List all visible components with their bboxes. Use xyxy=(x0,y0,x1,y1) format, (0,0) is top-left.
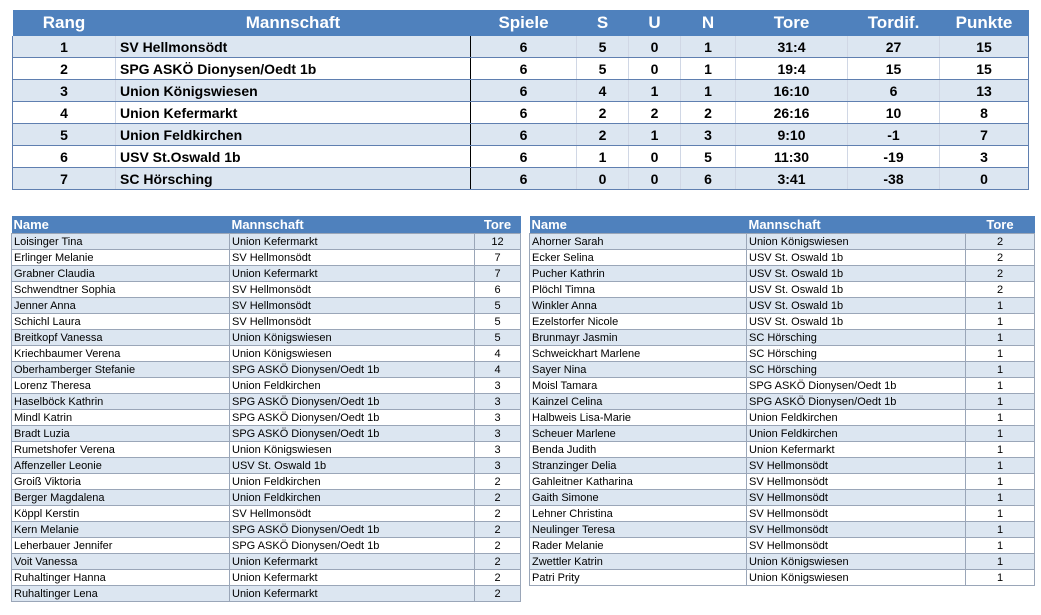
scorer-name: Neulinger Teresa xyxy=(530,522,747,538)
scorer-row xyxy=(530,410,1035,426)
scorer-goals: 1 xyxy=(966,298,1035,314)
scorer-goals: 3 xyxy=(475,410,521,426)
rank-cell: 7 xyxy=(13,168,116,190)
scorer-goals: 1 xyxy=(966,426,1035,442)
header-points: Punkte xyxy=(940,10,1029,36)
scorer-goals: 5 xyxy=(475,314,521,330)
scorers-right-header-goals: Tore xyxy=(966,216,1035,234)
goals-cell: 26:16 xyxy=(736,102,848,124)
scorer-name: Breitkopf Vanessa xyxy=(12,330,230,346)
scorer-goals: 6 xyxy=(475,282,521,298)
scorer-row xyxy=(530,250,1035,266)
scorer-row xyxy=(12,474,521,490)
scorer-name: Oberhamberger Stefanie xyxy=(12,362,230,378)
scorer-goals: 2 xyxy=(475,506,521,522)
games-cell: 6 xyxy=(471,102,577,124)
header-draws: U xyxy=(629,10,681,36)
scorer-goals: 3 xyxy=(475,442,521,458)
scorer-row xyxy=(12,522,521,538)
scorer-name: Schichl Laura xyxy=(12,314,230,330)
scorer-goals: 1 xyxy=(966,570,1035,586)
scorer-name: Halbweis Lisa-Marie xyxy=(530,410,747,426)
scorer-team: USV St. Oswald 1b xyxy=(747,250,966,266)
scorers-table-right xyxy=(529,216,1035,586)
scorer-goals: 7 xyxy=(475,250,521,266)
team-cell: SC Hörsching xyxy=(116,168,471,190)
scorer-name: Patri Prity xyxy=(530,570,747,586)
scorer-row xyxy=(530,426,1035,442)
scorer-row xyxy=(530,362,1035,378)
scorer-name: Bradt Luzia xyxy=(12,426,230,442)
scorer-goals: 2 xyxy=(475,490,521,506)
header-rank: Rang xyxy=(13,10,116,36)
scorer-row xyxy=(12,426,521,442)
draws-cell: 2 xyxy=(629,102,681,124)
scorer-row xyxy=(530,346,1035,362)
points-cell: 7 xyxy=(940,124,1029,146)
scorer-goals: 1 xyxy=(966,346,1035,362)
scorer-name: Erlinger Melanie xyxy=(12,250,230,266)
goals-cell: 19:4 xyxy=(736,58,848,80)
standings-table xyxy=(12,10,1029,190)
scorer-team: USV St. Oswald 1b xyxy=(747,266,966,282)
wins-cell: 4 xyxy=(577,80,629,102)
scorer-goals: 2 xyxy=(475,554,521,570)
scorer-team: SV Hellmonsödt xyxy=(747,538,966,554)
scorer-row xyxy=(12,394,521,410)
scorer-name: Gaith Simone xyxy=(530,490,747,506)
goal-diff-cell: 10 xyxy=(848,102,940,124)
scorer-goals: 1 xyxy=(966,490,1035,506)
scorer-name: Lehner Christina xyxy=(530,506,747,522)
losses-cell: 5 xyxy=(681,146,736,168)
scorer-row xyxy=(12,570,521,586)
scorer-row xyxy=(530,458,1035,474)
scorer-goals: 1 xyxy=(966,378,1035,394)
rank-cell: 5 xyxy=(13,124,116,146)
scorer-team: SV Hellmonsödt xyxy=(230,250,475,266)
draws-cell: 0 xyxy=(629,36,681,58)
points-cell: 8 xyxy=(940,102,1029,124)
scorer-team: SV Hellmonsödt xyxy=(230,506,475,522)
scorer-name: Stranzinger Delia xyxy=(530,458,747,474)
scorer-goals: 1 xyxy=(966,458,1035,474)
scorer-name: Ezelstorfer Nicole xyxy=(530,314,747,330)
scorer-name: Mindl Katrin xyxy=(12,410,230,426)
rank-cell: 1 xyxy=(13,36,116,58)
standings-row xyxy=(13,124,1029,146)
scorer-row xyxy=(530,266,1035,282)
scorer-name: Sayer Nina xyxy=(530,362,747,378)
games-cell: 6 xyxy=(471,80,577,102)
scorer-team: SV Hellmonsödt xyxy=(747,458,966,474)
scorer-goals: 1 xyxy=(966,394,1035,410)
header-losses: N xyxy=(681,10,736,36)
header-games: Spiele xyxy=(471,10,577,36)
scorer-team: Union Königswiesen xyxy=(230,442,475,458)
scorer-goals: 3 xyxy=(475,378,521,394)
scorer-goals: 1 xyxy=(966,506,1035,522)
scorer-team: Union Feldkirchen xyxy=(747,426,966,442)
points-cell: 3 xyxy=(940,146,1029,168)
scorer-name: Kainzel Celina xyxy=(530,394,747,410)
scorer-row xyxy=(530,298,1035,314)
scorer-name: Kriechbaumer Verena xyxy=(12,346,230,362)
scorer-row xyxy=(12,378,521,394)
games-cell: 6 xyxy=(471,36,577,58)
scorer-goals: 2 xyxy=(475,474,521,490)
draws-cell: 1 xyxy=(629,124,681,146)
goal-diff-cell: 15 xyxy=(848,58,940,80)
scorer-row xyxy=(530,442,1035,458)
scorer-name: Rader Melanie xyxy=(530,538,747,554)
goals-cell: 11:30 xyxy=(736,146,848,168)
scorer-row xyxy=(12,506,521,522)
scorer-team: SPG ASKÖ Dionysen/Oedt 1b xyxy=(230,522,475,538)
scorer-name: Köppl Kerstin xyxy=(12,506,230,522)
scorer-team: SPG ASKÖ Dionysen/Oedt 1b xyxy=(747,394,966,410)
scorer-row xyxy=(12,554,521,570)
scorer-row xyxy=(12,442,521,458)
rank-cell: 2 xyxy=(13,58,116,80)
scorer-goals: 2 xyxy=(966,282,1035,298)
scorer-name: Grabner Claudia xyxy=(12,266,230,282)
scorer-goals: 4 xyxy=(475,362,521,378)
goals-cell: 31:4 xyxy=(736,36,848,58)
scorer-team: SV Hellmonsödt xyxy=(230,282,475,298)
scorer-name: Ruhaltinger Hanna xyxy=(12,570,230,586)
standings-header-row xyxy=(13,10,1029,36)
scorer-name: Loisinger Tina xyxy=(12,234,230,250)
team-cell: SV Hellmonsödt xyxy=(116,36,471,58)
scorer-goals: 1 xyxy=(966,330,1035,346)
scorer-row xyxy=(530,522,1035,538)
scorer-team: Union Kefermarkt xyxy=(230,570,475,586)
draws-cell: 0 xyxy=(629,58,681,80)
scorer-row xyxy=(530,282,1035,298)
header-wins: S xyxy=(577,10,629,36)
scorer-team: Union Kefermarkt xyxy=(230,586,475,602)
goals-cell: 9:10 xyxy=(736,124,848,146)
games-cell: 6 xyxy=(471,146,577,168)
scorer-name: Plöchl Timna xyxy=(530,282,747,298)
scorer-team: SV Hellmonsödt xyxy=(747,490,966,506)
scorer-team: USV St. Oswald 1b xyxy=(747,314,966,330)
scorer-row xyxy=(12,282,521,298)
points-cell: 15 xyxy=(940,36,1029,58)
goals-cell: 3:41 xyxy=(736,168,848,190)
scorer-name: Haselböck Kathrin xyxy=(12,394,230,410)
scorer-row xyxy=(530,570,1035,586)
scorer-row xyxy=(12,362,521,378)
scorer-row xyxy=(530,474,1035,490)
scorer-row xyxy=(12,490,521,506)
scorers-right-header-row xyxy=(530,216,1035,234)
scorer-goals: 2 xyxy=(475,586,521,602)
draws-cell: 0 xyxy=(629,146,681,168)
scorer-goals: 3 xyxy=(475,394,521,410)
scorer-team: Union Königswiesen xyxy=(230,330,475,346)
scorer-goals: 2 xyxy=(475,538,521,554)
scorer-name: Groiß Viktoria xyxy=(12,474,230,490)
scorer-name: Rumetshofer Verena xyxy=(12,442,230,458)
scorer-goals: 2 xyxy=(475,570,521,586)
goal-diff-cell: -19 xyxy=(848,146,940,168)
scorer-row xyxy=(12,330,521,346)
scorers-right-header-name: Name xyxy=(530,216,747,234)
scorer-team: SPG ASKÖ Dionysen/Oedt 1b xyxy=(230,538,475,554)
scorer-team: USV St. Oswald 1b xyxy=(747,298,966,314)
scorers-left-header-name: Name xyxy=(12,216,230,234)
scorer-name: Schweickhart Marlene xyxy=(530,346,747,362)
scorer-name: Jenner Anna xyxy=(12,298,230,314)
scorers-left-header-goals: Tore xyxy=(475,216,521,234)
scorer-team: SV Hellmonsödt xyxy=(747,522,966,538)
scorer-name: Schwendtner Sophia xyxy=(12,282,230,298)
losses-cell: 6 xyxy=(681,168,736,190)
scorer-team: USV St. Oswald 1b xyxy=(230,458,475,474)
scorer-team: Union Königswiesen xyxy=(747,234,966,250)
scorer-goals: 1 xyxy=(966,442,1035,458)
scorer-goals: 1 xyxy=(966,362,1035,378)
team-cell: Union Kefermarkt xyxy=(116,102,471,124)
scorer-row xyxy=(12,346,521,362)
games-cell: 6 xyxy=(471,124,577,146)
scorer-name: Affenzeller Leonie xyxy=(12,458,230,474)
scorer-row xyxy=(530,554,1035,570)
wins-cell: 5 xyxy=(577,58,629,80)
goal-diff-cell: -38 xyxy=(848,168,940,190)
scorers-table-left xyxy=(11,216,521,602)
scorer-team: SV Hellmonsödt xyxy=(747,506,966,522)
scorer-team: Union Kefermarkt xyxy=(747,442,966,458)
scorer-row xyxy=(12,298,521,314)
scorer-team: Union Feldkirchen xyxy=(230,474,475,490)
scorer-goals: 2 xyxy=(966,266,1035,282)
scorers-left-header-team: Mannschaft xyxy=(230,216,475,234)
scorer-goals: 2 xyxy=(475,522,521,538)
scorer-goals: 5 xyxy=(475,330,521,346)
scorer-goals: 1 xyxy=(966,410,1035,426)
scorer-team: Union Königswiesen xyxy=(230,346,475,362)
header-team: Mannschaft xyxy=(116,10,471,36)
scorer-team: SPG ASKÖ Dionysen/Oedt 1b xyxy=(230,362,475,378)
scorer-goals: 3 xyxy=(475,458,521,474)
losses-cell: 2 xyxy=(681,102,736,124)
scorer-goals: 1 xyxy=(966,538,1035,554)
scorers-left-header-row xyxy=(12,216,521,234)
scorer-name: Gahleitner Katharina xyxy=(530,474,747,490)
scorer-name: Ruhaltinger Lena xyxy=(12,586,230,602)
losses-cell: 3 xyxy=(681,124,736,146)
scorer-team: Union Feldkirchen xyxy=(230,490,475,506)
header-goals: Tore xyxy=(736,10,848,36)
rank-cell: 6 xyxy=(13,146,116,168)
scorer-row xyxy=(12,314,521,330)
losses-cell: 1 xyxy=(681,80,736,102)
scorer-name: Benda Judith xyxy=(530,442,747,458)
scorer-name: Berger Magdalena xyxy=(12,490,230,506)
scorer-goals: 1 xyxy=(966,522,1035,538)
scorer-goals: 7 xyxy=(475,266,521,282)
scorer-name: Moisl Tamara xyxy=(530,378,747,394)
scorer-name: Ecker Selina xyxy=(530,250,747,266)
scorer-row xyxy=(12,410,521,426)
scorer-goals: 1 xyxy=(966,474,1035,490)
scorer-goals: 5 xyxy=(475,298,521,314)
scorer-team: SV Hellmonsödt xyxy=(230,298,475,314)
scorer-goals: 1 xyxy=(966,314,1035,330)
scorer-team: Union Kefermarkt xyxy=(230,554,475,570)
team-cell: SPG ASKÖ Dionysen/Oedt 1b xyxy=(116,58,471,80)
scorer-row xyxy=(12,538,521,554)
scorer-name: Winkler Anna xyxy=(530,298,747,314)
scorer-goals: 4 xyxy=(475,346,521,362)
rank-cell: 4 xyxy=(13,102,116,124)
team-cell: USV St.Oswald 1b xyxy=(116,146,471,168)
scorer-team: SC Hörsching xyxy=(747,362,966,378)
scorer-team: Union Königswiesen xyxy=(747,570,966,586)
scorer-goals: 3 xyxy=(475,426,521,442)
scorer-goals: 2 xyxy=(966,234,1035,250)
scorer-goals: 12 xyxy=(475,234,521,250)
wins-cell: 1 xyxy=(577,146,629,168)
scorer-name: Lorenz Theresa xyxy=(12,378,230,394)
scorer-name: Pucher Kathrin xyxy=(530,266,747,282)
draws-cell: 0 xyxy=(629,168,681,190)
points-cell: 13 xyxy=(940,80,1029,102)
scorer-team: Union Feldkirchen xyxy=(747,410,966,426)
team-cell: Union Königswiesen xyxy=(116,80,471,102)
scorer-team: SPG ASKÖ Dionysen/Oedt 1b xyxy=(230,426,475,442)
scorer-row xyxy=(12,458,521,474)
scorer-team: SPG ASKÖ Dionysen/Oedt 1b xyxy=(747,378,966,394)
team-cell: Union Feldkirchen xyxy=(116,124,471,146)
games-cell: 6 xyxy=(471,168,577,190)
losses-cell: 1 xyxy=(681,58,736,80)
scorer-team: SPG ASKÖ Dionysen/Oedt 1b xyxy=(230,410,475,426)
standings-row xyxy=(13,168,1029,190)
scorer-row xyxy=(530,234,1035,250)
goal-diff-cell: 6 xyxy=(848,80,940,102)
scorer-team: Union Kefermarkt xyxy=(230,266,475,282)
scorer-team: SV Hellmonsödt xyxy=(230,314,475,330)
scorer-team: USV St. Oswald 1b xyxy=(747,282,966,298)
scorer-name: Zwettler Katrin xyxy=(530,554,747,570)
scorer-row xyxy=(530,378,1035,394)
scorer-team: Union Feldkirchen xyxy=(230,378,475,394)
scorer-row xyxy=(12,250,521,266)
scorer-goals: 2 xyxy=(966,250,1035,266)
scorer-name: Scheuer Marlene xyxy=(530,426,747,442)
scorer-team: SC Hörsching xyxy=(747,346,966,362)
scorer-row xyxy=(530,506,1035,522)
scorer-row xyxy=(530,538,1035,554)
scorer-row xyxy=(530,490,1035,506)
standings-row xyxy=(13,36,1029,58)
points-cell: 0 xyxy=(940,168,1029,190)
scorer-name: Leherbauer Jennifer xyxy=(12,538,230,554)
wins-cell: 2 xyxy=(577,124,629,146)
goal-diff-cell: 27 xyxy=(848,36,940,58)
scorer-team: Union Königswiesen xyxy=(747,554,966,570)
wins-cell: 0 xyxy=(577,168,629,190)
scorer-team: Union Kefermarkt xyxy=(230,234,475,250)
scorer-name: Ahorner Sarah xyxy=(530,234,747,250)
scorer-team: SC Hörsching xyxy=(747,330,966,346)
goal-diff-cell: -1 xyxy=(848,124,940,146)
goals-cell: 16:10 xyxy=(736,80,848,102)
scorer-name: Brunmayr Jasmin xyxy=(530,330,747,346)
wins-cell: 5 xyxy=(577,36,629,58)
scorer-team: SPG ASKÖ Dionysen/Oedt 1b xyxy=(230,394,475,410)
standings-row xyxy=(13,146,1029,168)
scorer-row xyxy=(530,314,1035,330)
standings-row xyxy=(13,102,1029,124)
losses-cell: 1 xyxy=(681,36,736,58)
standings-row xyxy=(13,80,1029,102)
rank-cell: 3 xyxy=(13,80,116,102)
scorer-row xyxy=(530,394,1035,410)
header-goal-diff: Tordif. xyxy=(848,10,940,36)
standings-row xyxy=(13,58,1029,80)
scorer-row xyxy=(12,266,521,282)
points-cell: 15 xyxy=(940,58,1029,80)
scorer-team: SV Hellmonsödt xyxy=(747,474,966,490)
scorer-row xyxy=(12,234,521,250)
wins-cell: 2 xyxy=(577,102,629,124)
scorer-row xyxy=(12,586,521,602)
scorer-name: Voit Vanessa xyxy=(12,554,230,570)
scorer-name: Kern Melanie xyxy=(12,522,230,538)
games-cell: 6 xyxy=(471,58,577,80)
draws-cell: 1 xyxy=(629,80,681,102)
scorers-right-header-team: Mannschaft xyxy=(747,216,966,234)
scorer-row xyxy=(530,330,1035,346)
scorer-goals: 1 xyxy=(966,554,1035,570)
